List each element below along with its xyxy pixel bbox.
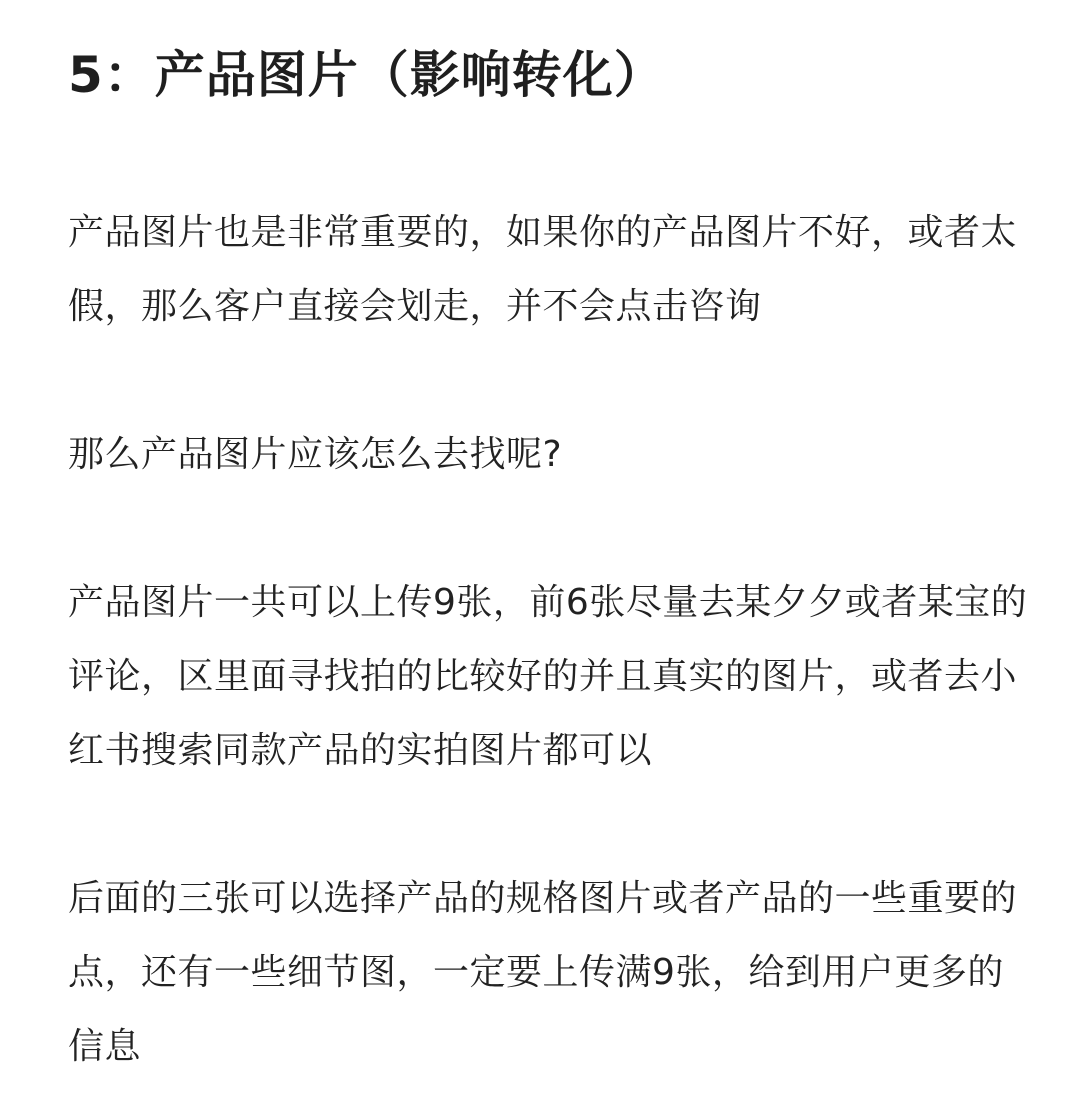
paragraph-question: 那么产品图片应该怎么去找呢?	[68, 434, 563, 475]
spacer	[68, 492, 1028, 566]
section-title: 5：产品图片（影响转化）	[68, 46, 665, 104]
spacer	[68, 110, 1028, 196]
article	[68, 0, 1028, 1084]
paragraph-first-six-images: 产品图片一共可以上传9张，前6张尽量去某夕夕或者某宝的评论，区里面寻找拍的比较好的并且真实的图片，或者去小红书搜索同款产品的实拍图片都可以	[68, 582, 1028, 771]
paragraph-last-three-images: 后面的三张可以选择产品的规格图片或者产品的一些重要的点，还有一些细节图，一定要上传满9张，给到用户更多的信息	[68, 878, 1018, 1067]
paragraph-image-importance: 产品图片也是非常重要的，如果你的产品图片不好，或者太假，那么客户直接会划走，并不会点击咨询	[68, 212, 1018, 327]
spacer	[68, 344, 1028, 418]
spacer	[68, 788, 1028, 862]
